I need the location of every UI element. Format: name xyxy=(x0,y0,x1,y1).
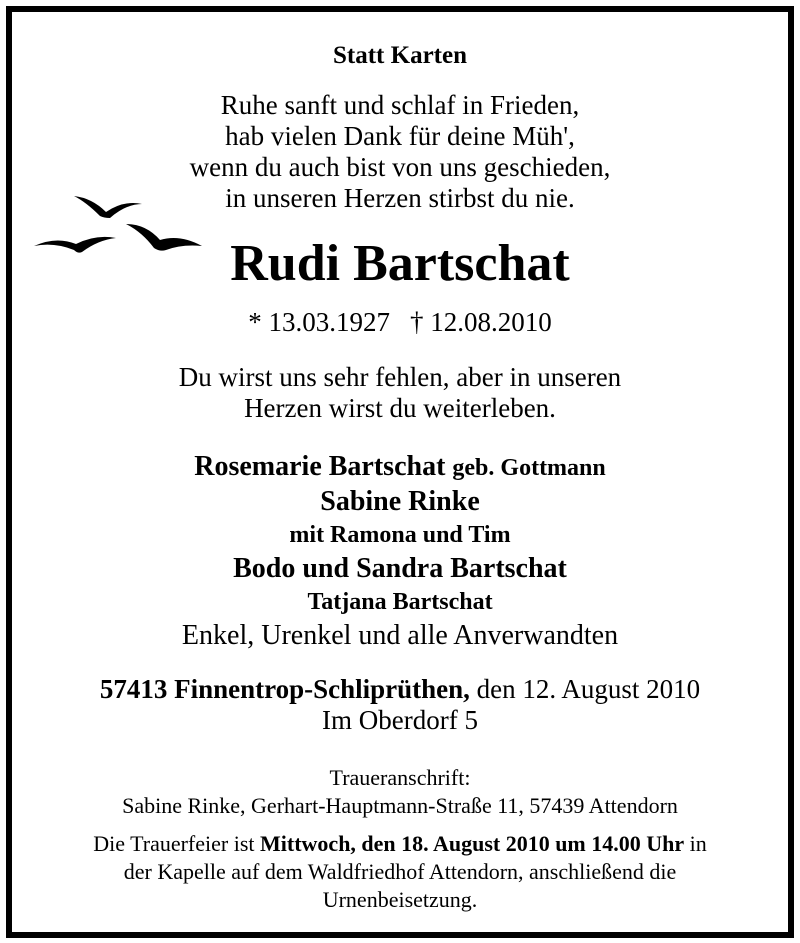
family-line xyxy=(12,450,788,485)
life-dates xyxy=(12,307,788,338)
verse-line: Ruhe sanft und schlaf in Frieden, xyxy=(220,90,580,120)
ceremony-info xyxy=(12,830,788,914)
ceremony-suffix: in xyxy=(689,831,707,856)
family-line: mit Ramona und Tim xyxy=(289,522,511,548)
ceremony-line: der Kapelle auf dem Waldfriedhof Attendorn, anschließend die xyxy=(123,859,677,884)
mourning-address xyxy=(12,764,788,820)
place-line xyxy=(12,674,788,705)
farewell-line: Herzen wirst du weiterleben. xyxy=(244,393,556,423)
birth-date: * 13.03.1927 xyxy=(248,307,390,337)
mourning-address-text: Sabine Rinke, Gerhart-Hauptmann-Straße 11, 57439 Attendorn xyxy=(122,793,678,818)
bird-icon xyxy=(74,196,142,218)
family-members xyxy=(12,450,788,653)
widow-name: Rosemarie Bartschat xyxy=(194,451,446,482)
notice-date: den 12. August 2010 xyxy=(476,674,701,704)
mourning-address-label: Traueranschrift: xyxy=(329,765,471,790)
ceremony-line xyxy=(12,830,788,858)
family-line: Enkel, Urenkel und alle Anverwandten xyxy=(181,620,619,651)
place-and-date xyxy=(12,674,788,736)
verse-line: wenn du auch bist von uns geschieden, xyxy=(189,152,611,182)
deceased-name: Rudi Bartschat xyxy=(230,235,570,292)
ceremony-line: Urnenbeisetzung. xyxy=(322,887,478,912)
family-line: Tatjana Bartschat xyxy=(307,589,493,615)
family-line: Bodo und Sandra Bartschat xyxy=(233,553,567,584)
obituary-notice xyxy=(6,6,794,938)
maiden-name: geb. Gottmann xyxy=(452,455,606,481)
verse-line: in unseren Herzen stirbst du nie. xyxy=(225,183,575,213)
family-line: Sabine Rinke xyxy=(320,486,480,517)
street: Im Oberdorf 5 xyxy=(322,705,478,735)
farewell-text xyxy=(12,362,788,424)
ceremony-prefix: Die Trauerfeier ist xyxy=(93,831,255,856)
town: 57413 Finnentrop-Schliprüthen, xyxy=(99,674,470,704)
death-date: † 12.08.2010 xyxy=(410,307,552,337)
notice-heading: Statt Karten xyxy=(333,42,467,69)
verse-line: hab vielen Dank für deine Müh', xyxy=(225,121,575,151)
farewell-line: Du wirst uns sehr fehlen, aber in unseren xyxy=(178,362,622,392)
ceremony-time: Mittwoch, den 18. August 2010 um 14.00 Uhr xyxy=(260,831,685,856)
